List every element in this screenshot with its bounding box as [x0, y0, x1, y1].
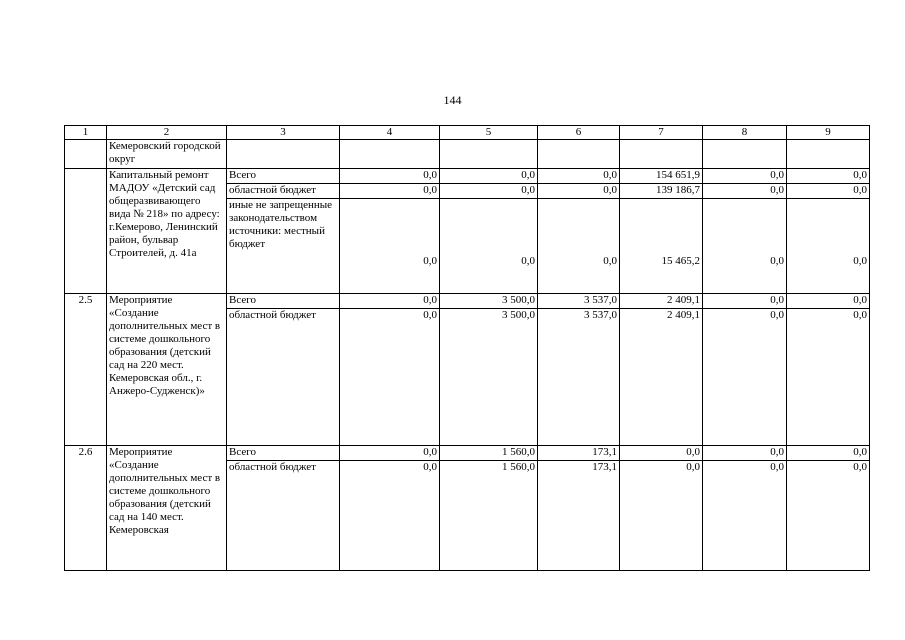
- value-cell: 3 537,0: [538, 294, 620, 309]
- funding-source: Всего: [227, 294, 340, 309]
- value-cell: 0,0: [703, 461, 787, 571]
- measure-name: Мероприятие «Создание дополнительных мест в системе дошкольного образования (детский сад на 140 мест. Кемеровская: [107, 446, 227, 571]
- value-cell: 0,0: [787, 309, 870, 446]
- financing-table: [64, 125, 870, 571]
- value-cell: 1 560,0: [440, 446, 538, 461]
- value-cell: 173,1: [538, 461, 620, 571]
- table-row: [65, 294, 870, 309]
- value-cell: 0,0: [538, 199, 620, 294]
- value-cell: 0,0: [340, 461, 440, 571]
- value-cell: 0,0: [538, 184, 620, 199]
- measure-name: Капитальный ремонт МАДОУ «Детский сад общеразвивающего вида № 218» по адресу: г.Кемерово, Ленинский район, бульвар Строителей, д. 41а: [107, 169, 227, 294]
- header-cell: 1: [65, 126, 107, 140]
- value-cell: 3 500,0: [440, 309, 538, 446]
- empty-cell: [703, 140, 787, 169]
- value-cell: 173,1: [538, 446, 620, 461]
- empty-cell: [340, 140, 440, 169]
- value-cell: 2 409,1: [620, 309, 703, 446]
- funding-source: иные не запрещенные законодательством источники: местный бюджет: [227, 199, 340, 294]
- value-cell: 3 537,0: [538, 309, 620, 446]
- header-cell: 9: [787, 126, 870, 140]
- value-cell: 2 409,1: [620, 294, 703, 309]
- row-number: 2.5: [65, 294, 107, 446]
- funding-source: областной бюджет: [227, 461, 340, 571]
- value-cell: 0,0: [703, 446, 787, 461]
- header-cell: 2: [107, 126, 227, 140]
- value-cell: 0,0: [703, 309, 787, 446]
- empty-cell: [440, 140, 538, 169]
- funding-source: Всего: [227, 446, 340, 461]
- header-cell: 7: [620, 126, 703, 140]
- value-cell: 0,0: [340, 199, 440, 294]
- value-cell: 15 465,2: [620, 199, 703, 294]
- value-cell: 0,0: [440, 184, 538, 199]
- row-number: 2.6: [65, 446, 107, 571]
- value-cell: 0,0: [340, 309, 440, 446]
- value-cell: 0,0: [620, 446, 703, 461]
- table-row: [65, 169, 870, 184]
- row-number: [65, 169, 107, 294]
- value-cell: 0,0: [787, 461, 870, 571]
- value-cell: 1 560,0: [440, 461, 538, 571]
- value-cell: 0,0: [787, 446, 870, 461]
- table-row: [65, 140, 870, 169]
- value-cell: 3 500,0: [440, 294, 538, 309]
- value-cell: 0,0: [703, 294, 787, 309]
- value-cell: 0,0: [787, 169, 870, 184]
- value-cell: 0,0: [440, 169, 538, 184]
- value-cell: 0,0: [620, 461, 703, 571]
- header-cell: 6: [538, 126, 620, 140]
- measure-name: Кемеровский городской округ: [107, 140, 227, 169]
- empty-cell: [620, 140, 703, 169]
- value-cell: 0,0: [703, 199, 787, 294]
- header-row: [65, 126, 870, 140]
- empty-cell: [227, 140, 340, 169]
- value-cell: 154 651,9: [620, 169, 703, 184]
- value-cell: 0,0: [340, 169, 440, 184]
- empty-cell: [787, 140, 870, 169]
- value-cell: 0,0: [703, 184, 787, 199]
- value-cell: 0,0: [340, 184, 440, 199]
- funding-source: Всего: [227, 169, 340, 184]
- header-cell: 5: [440, 126, 538, 140]
- header-cell: 3: [227, 126, 340, 140]
- table-row: [65, 446, 870, 461]
- value-cell: 139 186,7: [620, 184, 703, 199]
- header-cell: 8: [703, 126, 787, 140]
- funding-source: областной бюджет: [227, 309, 340, 446]
- value-cell: 0,0: [340, 294, 440, 309]
- measure-name: Мероприятие «Создание дополнительных мест в системе дошкольного образования (детский сад на 220 мест. Кемеровская обл., г. Анжеро-Судженск)»: [107, 294, 227, 446]
- value-cell: 0,0: [340, 446, 440, 461]
- value-cell: 0,0: [787, 184, 870, 199]
- empty-cell: [538, 140, 620, 169]
- value-cell: 0,0: [440, 199, 538, 294]
- funding-source: областной бюджет: [227, 184, 340, 199]
- page-number: 144: [443, 93, 462, 107]
- value-cell: 0,0: [787, 294, 870, 309]
- value-cell: 0,0: [703, 169, 787, 184]
- value-cell: 0,0: [787, 199, 870, 294]
- header-cell: 4: [340, 126, 440, 140]
- value-cell: 0,0: [538, 169, 620, 184]
- row-number: [65, 140, 107, 169]
